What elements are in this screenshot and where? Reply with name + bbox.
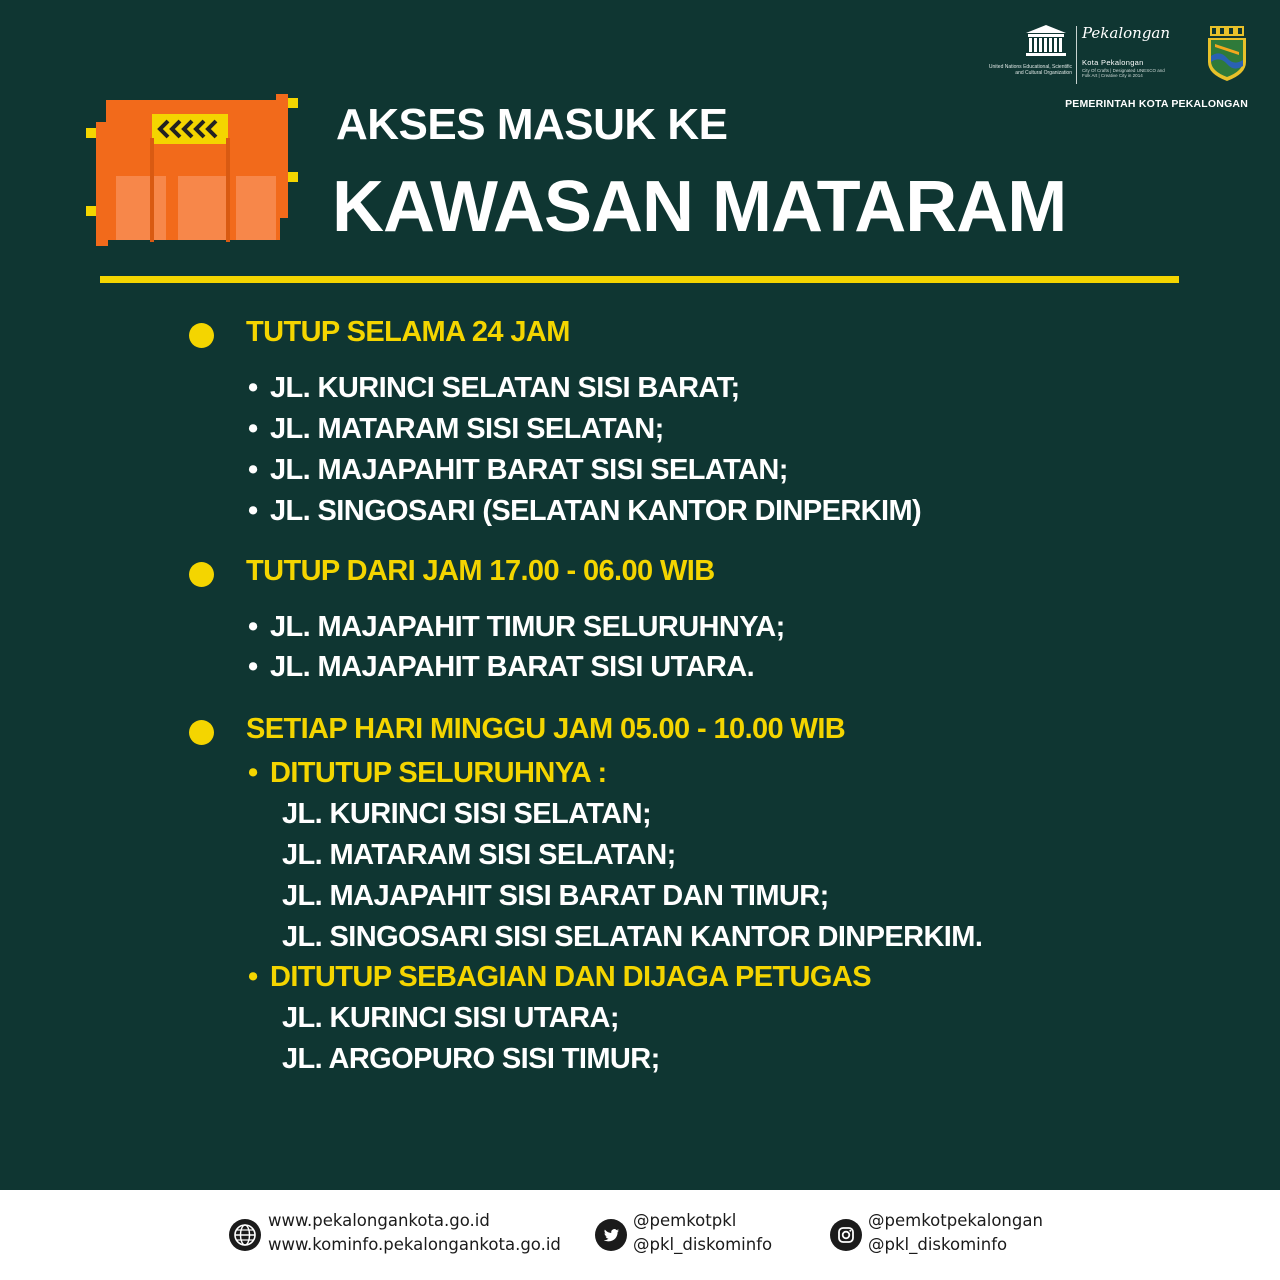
twitter-icon xyxy=(595,1219,627,1251)
list-item: • JL. MAJAPAHIT BARAT SISI SELATAN; xyxy=(248,454,788,486)
twitter-handle[interactable]: @pemkotpkl xyxy=(633,1211,737,1230)
group-label: • DITUTUP SEBAGIAN DAN DIJAGA PETUGAS xyxy=(248,961,871,993)
globe-icon xyxy=(229,1219,261,1251)
creative-city-text: City Of Crafts | Designated UNESCO and Folk Art | Creative City in 2014 xyxy=(1082,68,1165,78)
unesco-org-text: United Nations Educational, Scientific and Cultural Organization xyxy=(988,64,1072,76)
logo-divider xyxy=(1076,26,1077,84)
section-heading: SETIAP HARI MINGGU JAM 05.00 - 10.00 WIB xyxy=(246,713,846,745)
title-line-1: AKSES MASUK KE xyxy=(336,100,728,149)
header-logos xyxy=(988,22,1250,112)
website-link[interactable]: www.kominfo.pekalongankota.go.id xyxy=(268,1235,561,1254)
list-item: JL. MAJAPAHIT SISI BARAT DAN TIMUR; xyxy=(282,880,829,912)
government-name: PEMERINTAH KOTA PEKALONGAN xyxy=(1065,98,1248,110)
website-link[interactable]: www.pekalongankota.go.id xyxy=(268,1211,490,1230)
title-line-2: KAWASAN MATARAM xyxy=(332,167,1067,247)
list-item: JL. MATARAM SISI SELATAN; xyxy=(282,839,676,871)
group-label: • DITUTUP SELURUHNYA : xyxy=(248,757,607,789)
list-item: JL. KURINCI SISI UTARA; xyxy=(282,1002,619,1034)
list-item: JL. SINGOSARI SISI SELATAN KANTOR DINPERKIM. xyxy=(282,921,983,953)
list-item: JL. KURINCI SISI SELATAN; xyxy=(282,798,651,830)
government-crest-icon xyxy=(1206,26,1248,82)
list-item: • JL. MAJAPAHIT BARAT SISI UTARA. xyxy=(248,651,755,683)
section-bullet xyxy=(189,323,214,348)
unesco-logo xyxy=(988,24,1072,86)
section-heading: TUTUP SELAMA 24 JAM xyxy=(246,316,570,348)
city-name: Kota Pekalongan xyxy=(1082,58,1144,67)
instagram-handle[interactable]: @pemkotpekalongan xyxy=(868,1211,1043,1230)
list-item: • JL. SINGOSARI (SELATAN KANTOR DINPERKIM) xyxy=(248,495,922,527)
instagram-handle[interactable]: @pkl_diskominfo xyxy=(868,1235,1008,1254)
list-item: • JL. KURINCI SELATAN SISI BARAT; xyxy=(248,372,740,404)
section-bullet xyxy=(189,720,214,745)
unesco-temple-icon xyxy=(1024,24,1068,58)
list-item: • JL. MATARAM SISI SELATAN; xyxy=(248,413,664,445)
twitter-handle[interactable]: @pkl_diskominfo xyxy=(633,1235,773,1254)
city-script-logo: Pekalongan xyxy=(1082,24,1171,42)
section-bullet xyxy=(189,562,214,587)
list-item: • JL. MAJAPAHIT TIMUR SELURUHNYA; xyxy=(248,611,785,643)
footer xyxy=(0,1190,1280,1280)
list-item: JL. ARGOPURO SISI TIMUR; xyxy=(282,1043,660,1075)
road-barrier-icon xyxy=(86,94,298,246)
title-underline xyxy=(100,276,1179,283)
instagram-icon xyxy=(830,1219,862,1251)
section-heading: TUTUP DARI JAM 17.00 - 06.00 WIB xyxy=(246,555,715,587)
